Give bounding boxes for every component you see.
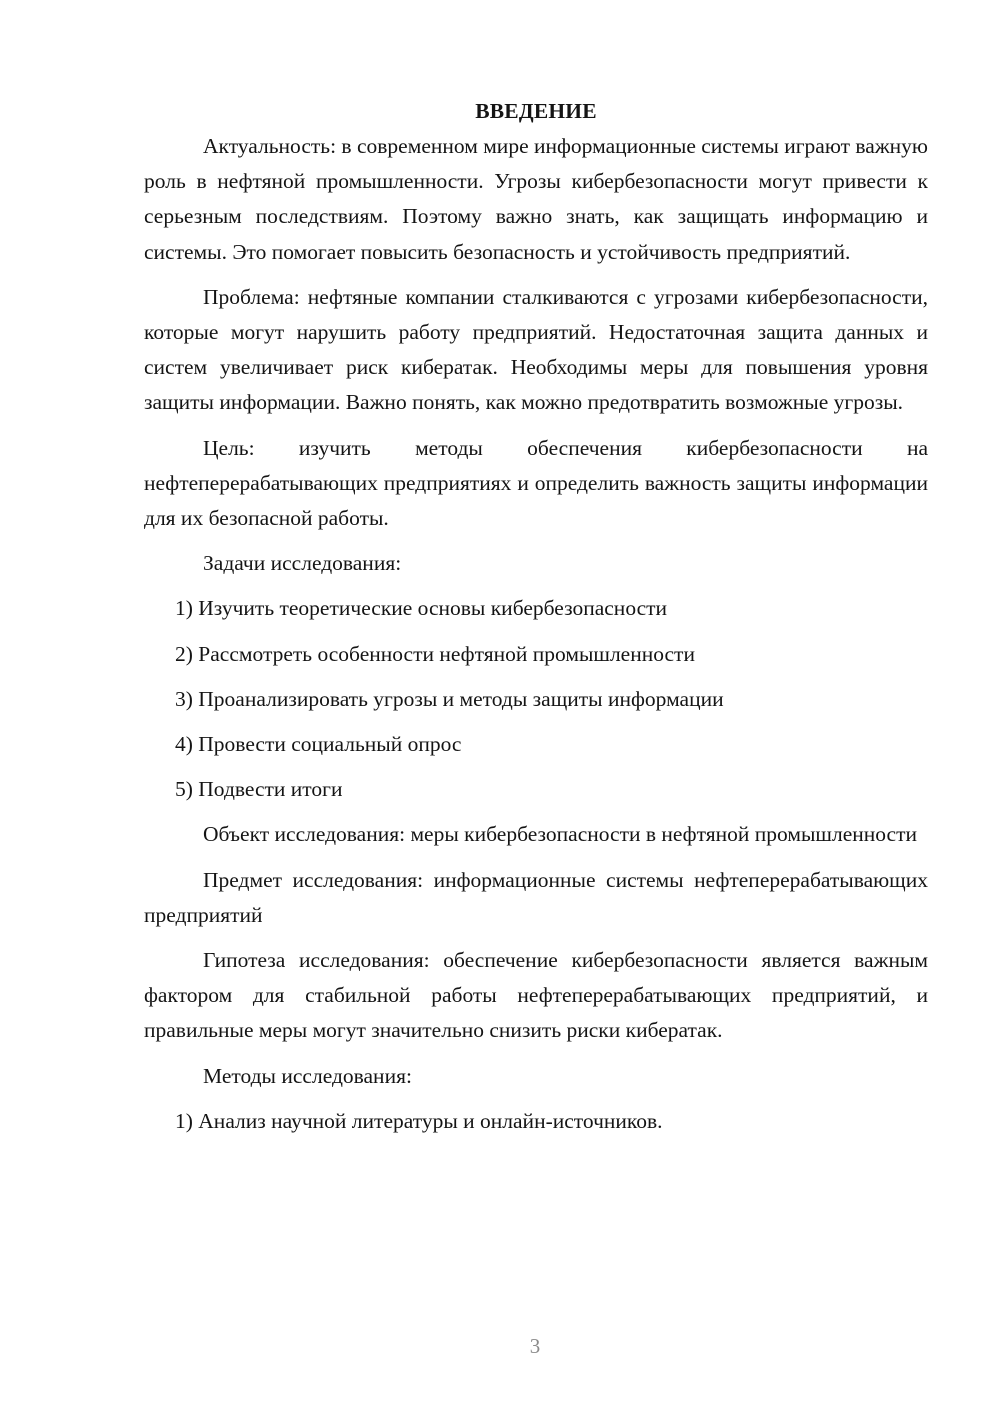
paragraph-relevance: Актуальность: в современном мире информационные системы играют важную роль в нефтяной промышленности. Угрозы кибербезопасности могут привести к серьезным последствиям. Поэтому важно знать, как защищать информацию и системы. Это помогает повысить безопасность и устойчивость предприятий. <box>144 134 928 264</box>
paragraph-hypothesis: Гипотеза исследования: обеспечение кибербезопасности является важным фактором для стабильной работы нефтеперерабатывающих предприятий, и правильные меры могут значительно снизить риски кибератак. <box>144 948 928 1043</box>
task-item: 4) Провести социальный опрос <box>175 732 462 757</box>
paragraph-object: Объект исследования: меры кибербезопасности в нефтяной промышленности <box>203 822 917 847</box>
methods-list <box>144 1104 928 1139</box>
task-item: 1) Изучить теоретические основы кибербезопасности <box>175 596 668 621</box>
paragraph-goal: Цель: изучить методы обеспечения кибербезопасности на нефтеперерабатывающих предприятиях и определить важность защиты информации для их безопасной работы. <box>144 435 928 531</box>
method-item: 1) Анализ научной литературы и онлайн-источников. <box>175 1108 663 1133</box>
tasks-label: Задачи исследования: <box>203 551 402 576</box>
page-number: 3 <box>529 1334 541 1358</box>
section-title: ВВЕДЕНИЕ <box>475 99 597 123</box>
task-item: 3) Проанализировать угрозы и методы защиты информации <box>175 686 724 711</box>
task-item: 2) Рассмотреть особенности нефтяной промышленности <box>175 641 695 666</box>
tasks-list <box>144 591 928 807</box>
page-content <box>144 94 928 1139</box>
task-item: 5) Подвести итоги <box>175 777 343 802</box>
methods-label: Методы исследования: <box>203 1063 412 1088</box>
paragraph-problem: Проблема: нефтяные компании сталкиваются с угрозами кибербезопасности, которые могут нарушить работу предприятий. Недостаточная защита данных и систем увеличивает риск кибератак. Необходимы меры для повышения уровня защиты информации. Важно понять, как можно предотвратить возможные угрозы. <box>144 284 928 415</box>
paragraph-subject: Предмет исследования: информационные системы нефтеперерабатывающих предприятий <box>144 867 928 927</box>
